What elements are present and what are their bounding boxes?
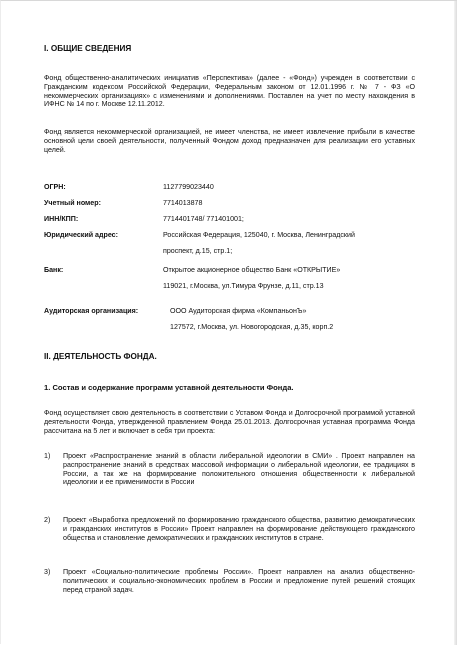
- legal-address-line-1: Российская Федерация, 125040, г. Москва, Ленинградский: [163, 231, 355, 239]
- list-item-project-liberal-ideology: Проект «Распространение знаний в области либеральной идеологии в СМИ» . Проект направлен на распространение знаний в средствах массовой информации о либеральной идеологии, ее традициях в России, а так же на формирование положительного отношения общественности к либеральной идеологии и ее применимости в России: [63, 452, 415, 487]
- account-number-label: Учетный номер:: [44, 199, 101, 207]
- legal-address-line-2: проспект, д.15, стр.1;: [163, 247, 233, 255]
- audit-organization-line-1: ООО Аудиторская фирма «КомпаньонЪ»: [170, 307, 307, 315]
- bank-line-1: Открытое акционерное общество Банк «ОТКРЫТИЕ»: [163, 266, 341, 274]
- ogrn-value: 1127799023440: [163, 183, 214, 191]
- bank-line-2: 119021, г.Москва, ул.Тимура Фрунзе, д.11, стр.13: [163, 282, 324, 290]
- bank-label: Банк:: [44, 266, 64, 274]
- paragraph-foundation-nonprofit: Фонд является некоммерческой организацией, не имеет членства, не имеет извлечение прибыли в качестве основной цели своей деятельности, полученный Фондом доход предназначен для реализации его уставных целей.: [44, 128, 415, 154]
- subsection-title-programs: 1. Состав и содержание программ уставной деятельности Фонда.: [44, 383, 294, 392]
- list-item-number: 3): [44, 568, 51, 576]
- inn-kpp-label: ИНН/КПП:: [44, 215, 79, 223]
- section-title-general: I. ОБЩИЕ СВЕДЕНИЯ: [44, 44, 132, 53]
- list-item-number: 2): [44, 516, 51, 524]
- ogrn-label: ОГРН:: [44, 183, 66, 191]
- paragraph-programs-intro: Фонд осуществляет свою деятельность в соответствии с Уставом Фонда и Долгосрочной программой уставной деятельности Фонда, утвержденной правлением Фонда 25.01.2013. Долгосрочная уставная программа Фонда рассчитана на 5 лет и включает в себя три проекта:: [44, 409, 415, 435]
- account-number-value: 7714013878: [163, 199, 203, 207]
- list-item-project-social-political: Проект «Социально-политические проблемы России». Проект направлен на анализ общественно-политических и социально-экономических проблем в России и предложение путей решений стоящих перед страной задач.: [63, 568, 415, 594]
- list-item-project-civil-society: Проект «Выработка предложений по формированию гражданского общества, развитию демократических и гражданских институтов в России» Проект направлен на формирование действующего гражданского общества и становление демократических и гражданских институтов в стране.: [63, 516, 415, 542]
- section-title-activity: II. ДЕЯТЕЛЬНОСТЬ ФОНДА.: [44, 352, 157, 361]
- audit-organization-label: Аудиторская организация:: [44, 307, 139, 315]
- inn-kpp-value: 7714401748/ 771401001;: [163, 215, 244, 223]
- paragraph-foundation-registration: Фонд общественно-аналитических инициатив «Перспектива» (далее - «Фонд») учрежден в соответствии с Гражданским кодексом Российской Федерации, Федеральным законом от 12.01.1996 г. № 7 - ФЗ «О некоммерческих организациях» с изменениями и дополнениями. Поставлен на учет по месту нахождения в ИФНС № 14 по г. Москве 12.11.2012.: [44, 74, 415, 109]
- legal-address-label: Юридический адрес:: [44, 231, 118, 239]
- audit-organization-line-2: 127572, г.Москва, ул. Новогородская, д.35, корп.2: [170, 323, 334, 331]
- list-item-number: 1): [44, 452, 51, 460]
